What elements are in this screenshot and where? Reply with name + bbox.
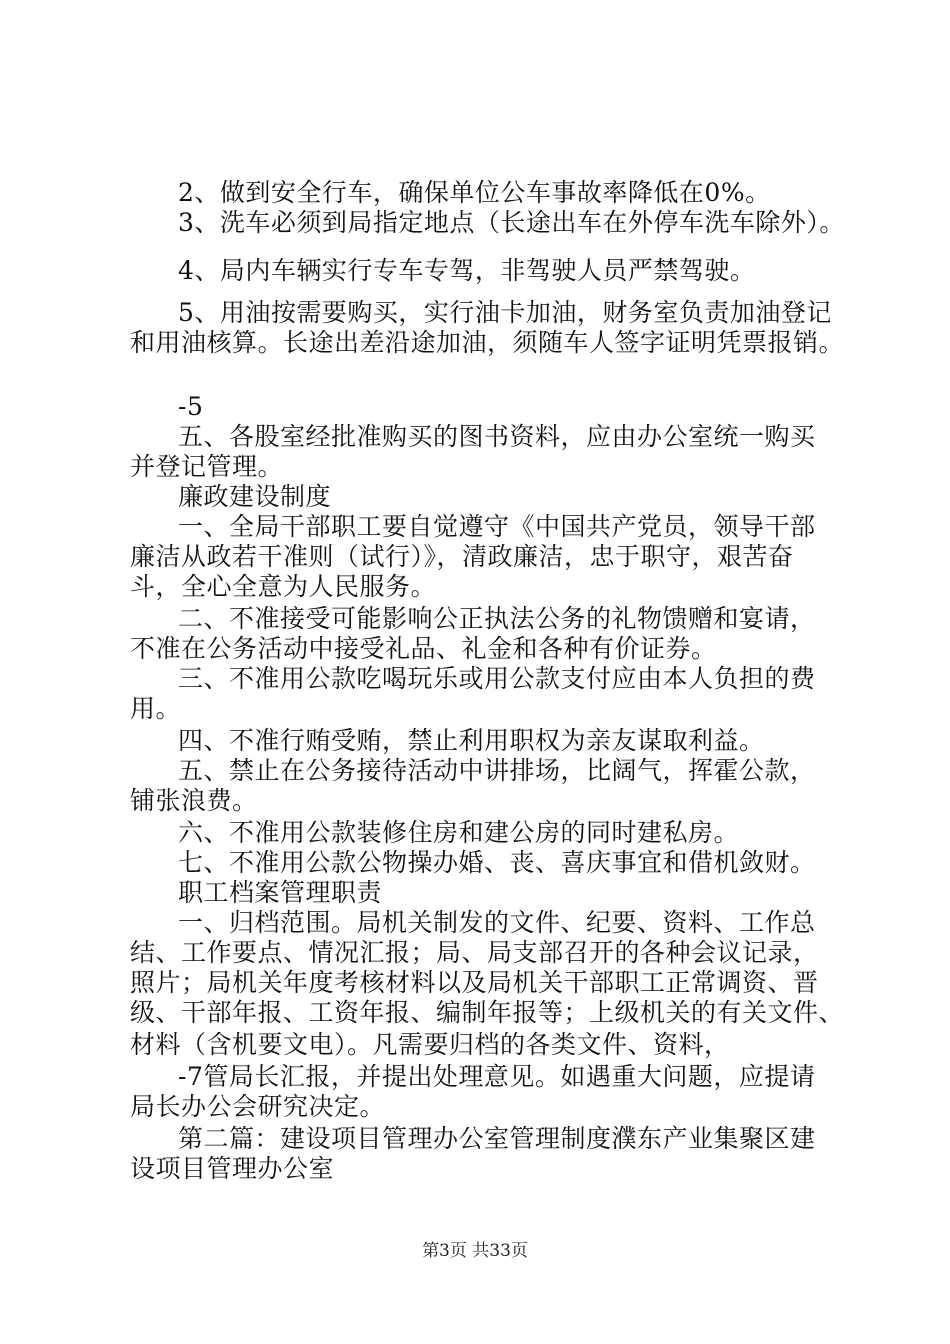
page-marker: -5 [178, 392, 204, 421]
paragraph-line: 廉洁从政若干准则（试行）》，清政廉洁，忠于职守，艰苦奋 [130, 542, 794, 571]
page-footer: 第3页 共33页 [422, 1241, 528, 1261]
paragraph-line: 一、全局干部职工要自觉遵守《中国共产党员，领导干部 [178, 512, 816, 541]
paragraph-line: 二、不准接受可能影响公正执法公务的礼物馈赠和宴请， [178, 604, 816, 633]
paragraph-line: 铺张浪费。 [130, 786, 258, 815]
paragraph-line: 3、洗车必须到局指定地点（长途出车在外停车洗车除外）。 [178, 208, 845, 237]
paragraph-line: 不准在公务活动中接受礼品、礼金和各种有价证券。 [130, 634, 717, 663]
paragraph-line: 级、干部年报、工资年报、编制年报等；上级机关的有关文件、 [130, 998, 845, 1027]
paragraph-line: 照片；局机关年度考核材料以及局机关干部职工正常调资、晋 [130, 968, 819, 997]
paragraph-line: 七、不准用公款公物操办婚、丧、喜庆事宜和借机敛财。 [178, 848, 816, 877]
paragraph-line: 三、不准用公款吃喝玩乐或用公款支付应由本人负担的费 [178, 664, 816, 693]
section-heading: 职工档案管理职责 [178, 878, 383, 907]
paragraph-line: 设项目管理办公室 [130, 1154, 335, 1183]
paragraph-line: 六、不准用公款装修住房和建公房的同时建私房。 [178, 818, 740, 847]
paragraph-line: 五、各股室经批准购买的图书资料，应由办公室统一购买 [178, 422, 816, 451]
paragraph-line: 和用油核算。长途出差沿途加油，须随车人签字证明凭票报销。 [130, 328, 845, 357]
paragraph-line: 结、工作要点、情况汇报；局、局支部召开的各种会议记录， [130, 938, 819, 967]
paragraph-line: 4、局内车辆实行专车专驾，非驾驶人员严禁驾驶。 [178, 256, 756, 285]
paragraph-line: 斗，全心全意为人民服务。 [130, 572, 437, 601]
section-heading: 廉政建设制度 [178, 482, 332, 511]
paragraph-line: 一、归档范围。局机关制发的文件、纪要、资料、工作总 [178, 908, 816, 937]
paragraph-line: 五、禁止在公务接待活动中讲排场，比阔气，挥霍公款， [178, 756, 816, 785]
paragraph-line: 四、不准行贿受贿，禁止利用职权为亲友谋取利益。 [178, 726, 765, 755]
paragraph-line: 2、做到安全行车，确保单位公车事故率降低在0%。 [178, 178, 771, 207]
paragraph-line: 用。 [130, 694, 182, 723]
paragraph-line: -7管局长汇报，并提出处理意见。如遇重大问题，应提请 [178, 1062, 816, 1091]
section-heading: 第二篇：建设项目管理办公室管理制度濮东产业集聚区建 [178, 1124, 816, 1153]
paragraph-line: 5、用油按需要购买，实行油卡加油，财务室负责加油登记 [178, 298, 832, 327]
paragraph-line: 并登记管理。 [130, 452, 284, 481]
paragraph-line: 材料（含机要文电）。凡需要归档的各类文件、资料， [130, 1030, 730, 1059]
paragraph-line: 局长办公会研究决定。 [130, 1092, 386, 1121]
